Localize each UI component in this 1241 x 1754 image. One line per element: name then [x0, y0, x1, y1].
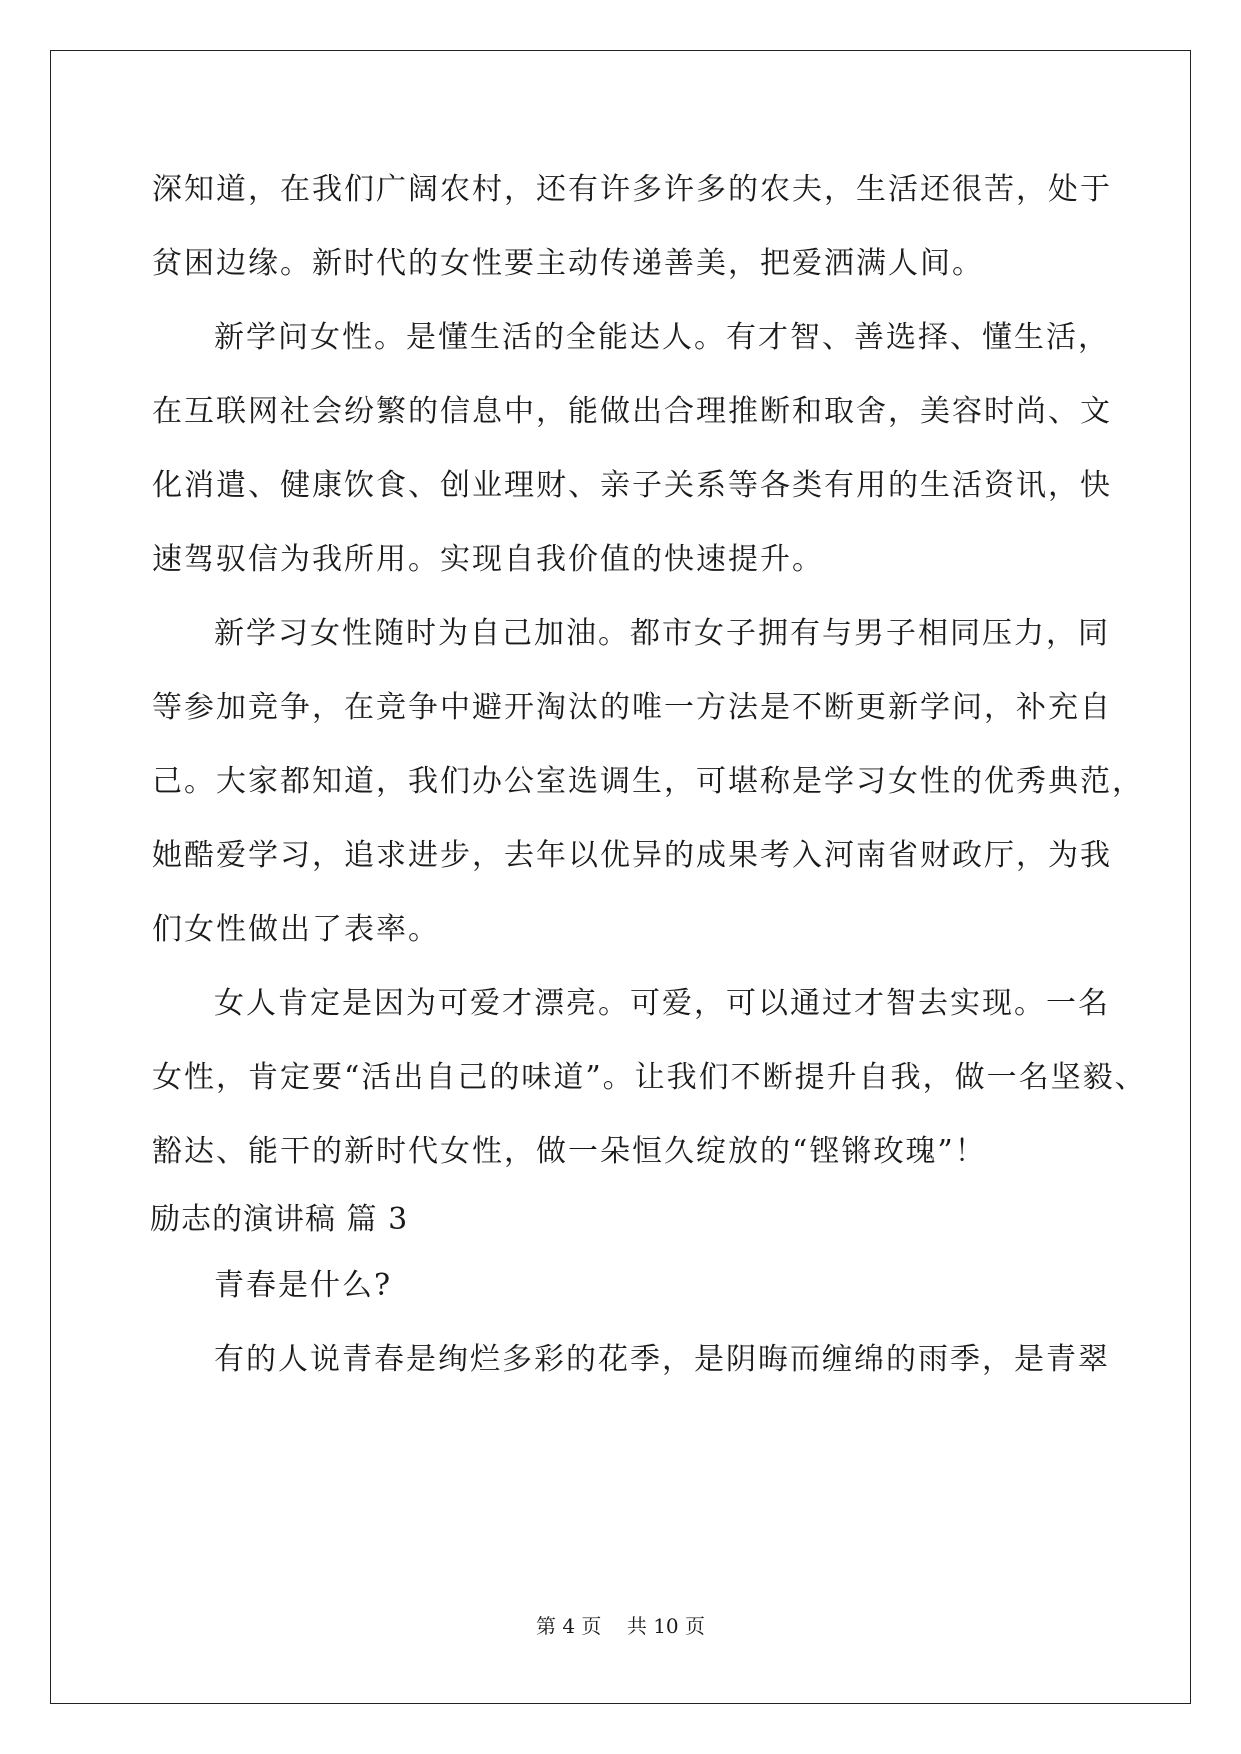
paragraph-first-line: 女人肯定是因为可爱才漂亮。可爱，可以通过才智去实现。一名 [214, 986, 1110, 1021]
body-text-line: 贫困边缘。新时代的女性要主动传递善美，把爱洒满人间。 [152, 246, 984, 281]
paragraph-first-line: 青春是什么? [214, 1268, 393, 1303]
page-number-footer: 第 4 页 共 10 页 [535, 1614, 706, 1638]
body-text-line: 在互联网社会纷繁的信息中，能做出合理推断和取舍，美容时尚、文 [152, 394, 1112, 429]
body-text-line: 女性，肯定要“活出自己的味道”。让我们不断提升自我，做一名坚毅、 [152, 1060, 1147, 1095]
body-text-line: 等参加竞争，在竞争中避开淘汰的唯一方法是不断更新学问，补充自 [152, 690, 1112, 725]
body-text-line: 深知道，在我们广阔农村，还有许多许多的农夫，生活还很苦，处于 [152, 172, 1112, 207]
body-text-line: 豁达、能干的新时代女性，做一朵恒久绽放的“铿锵玫瑰”！ [152, 1134, 987, 1169]
section-heading: 励志的演讲稿 篇 3 [150, 1202, 409, 1237]
page-border [50, 50, 1191, 1704]
body-text-line: 速驾驭信为我所用。实现自我价值的快速提升。 [152, 542, 824, 577]
paragraph-first-line: 新学习女性随时为自己加油。都市女子拥有与男子相同压力，同 [214, 616, 1110, 651]
body-text-line: 化消遣、健康饮食、创业理财、亲子关系等各类有用的生活资讯，快 [152, 468, 1112, 503]
paragraph-first-line: 有的人说青春是绚烂多彩的花季，是阴晦而缠绵的雨季，是青翠 [214, 1342, 1110, 1377]
body-text-line: 己。大家都知道，我们办公室选调生，可堪称是学习女性的优秀典范， [152, 764, 1144, 799]
paragraph-first-line: 新学问女性。是懂生活的全能达人。有才智、善选择、懂生活， [214, 320, 1110, 355]
body-text-line: 们女性做出了表率。 [152, 912, 440, 947]
body-text-line: 她酷爱学习，追求进步，去年以优异的成果考入河南省财政厅，为我 [152, 838, 1112, 873]
